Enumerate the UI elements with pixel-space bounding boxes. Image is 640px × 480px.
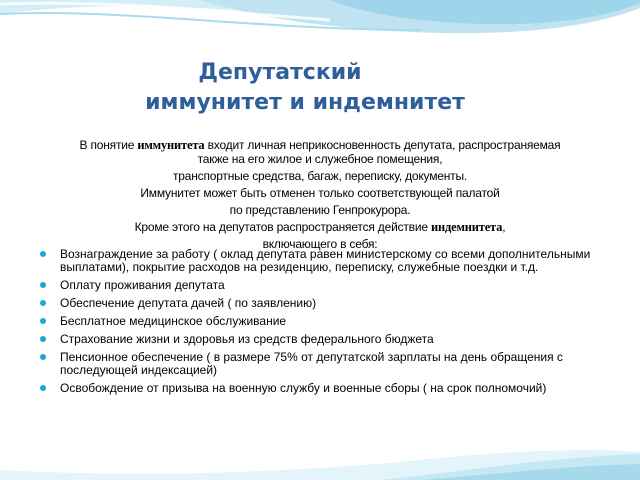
intro-text-segment: Кроме этого на депутатов распространяется действие [134,220,431,234]
list-item [40,382,615,395]
list-item [40,279,615,292]
list-item-text: Обеспечение депутата дачей ( по заявлению) [60,296,317,310]
intro-line-2: также на его жилое и служебное помещения, [197,152,443,166]
bullet-icon [40,300,46,306]
list-item-text: Вознаграждение за работу ( оклад депутата равен министерскому со всеми дополнительными выплатами), покрытие расходов на резиденцию, переписку, служебные поездки и т.д. [60,247,591,274]
list-item [40,333,615,346]
bottom-wave-decoration [0,430,640,480]
intro-line-4: Иммунитет может быть отменен только соответствующей палатой [140,186,500,200]
list-item-text: Страхование жизни и здоровья из средств федерального бюджета [60,332,434,346]
intro-line-1 [40,138,600,152]
indemnity-list [40,248,615,400]
list-item-text: Бесплатное медицинское обслуживание [60,314,287,328]
list-item [40,351,615,377]
bullet-icon [40,318,46,324]
title-line-1: Депутатский [198,60,362,85]
intro-text-segment: В понятие [79,138,138,152]
intro-text-segment: , [502,220,506,234]
intro-line-7: включающего в себя: [262,237,378,251]
bullet-icon [40,282,46,288]
list-item [40,297,615,310]
term-immunity: иммунитета [137,138,205,152]
intro-text [40,138,600,251]
intro-line-3: транспортные средства, багаж, переписку, документы. [172,169,468,183]
top-wave-decoration [0,0,640,60]
term-indemnity: индемнитета [430,220,503,234]
intro-line-5: по представлению Генпрокурора. [229,203,411,217]
list-item-text: Пенсионное обеспечение ( в размере 75% от депутатской зарплаты на день обращения с последующей индексацией) [60,350,563,377]
title-line-2: иммунитет и индемнитет [145,90,465,115]
bullet-icon [40,385,46,391]
list-item [40,248,615,274]
intro-text-segment: входит личная неприкосновенность депутата, распространяемая [204,138,561,152]
intro-line-6 [40,220,600,234]
list-item-text: Освобождение от призыва на военную службу и военные сборы ( на срок полномочий) [60,381,547,395]
list-item-text: Оплату проживания депутата [60,278,225,292]
bullet-icon [40,336,46,342]
bullet-icon [40,354,46,360]
slide-title [0,58,640,118]
bullet-icon [40,251,46,257]
list-item [40,315,615,328]
